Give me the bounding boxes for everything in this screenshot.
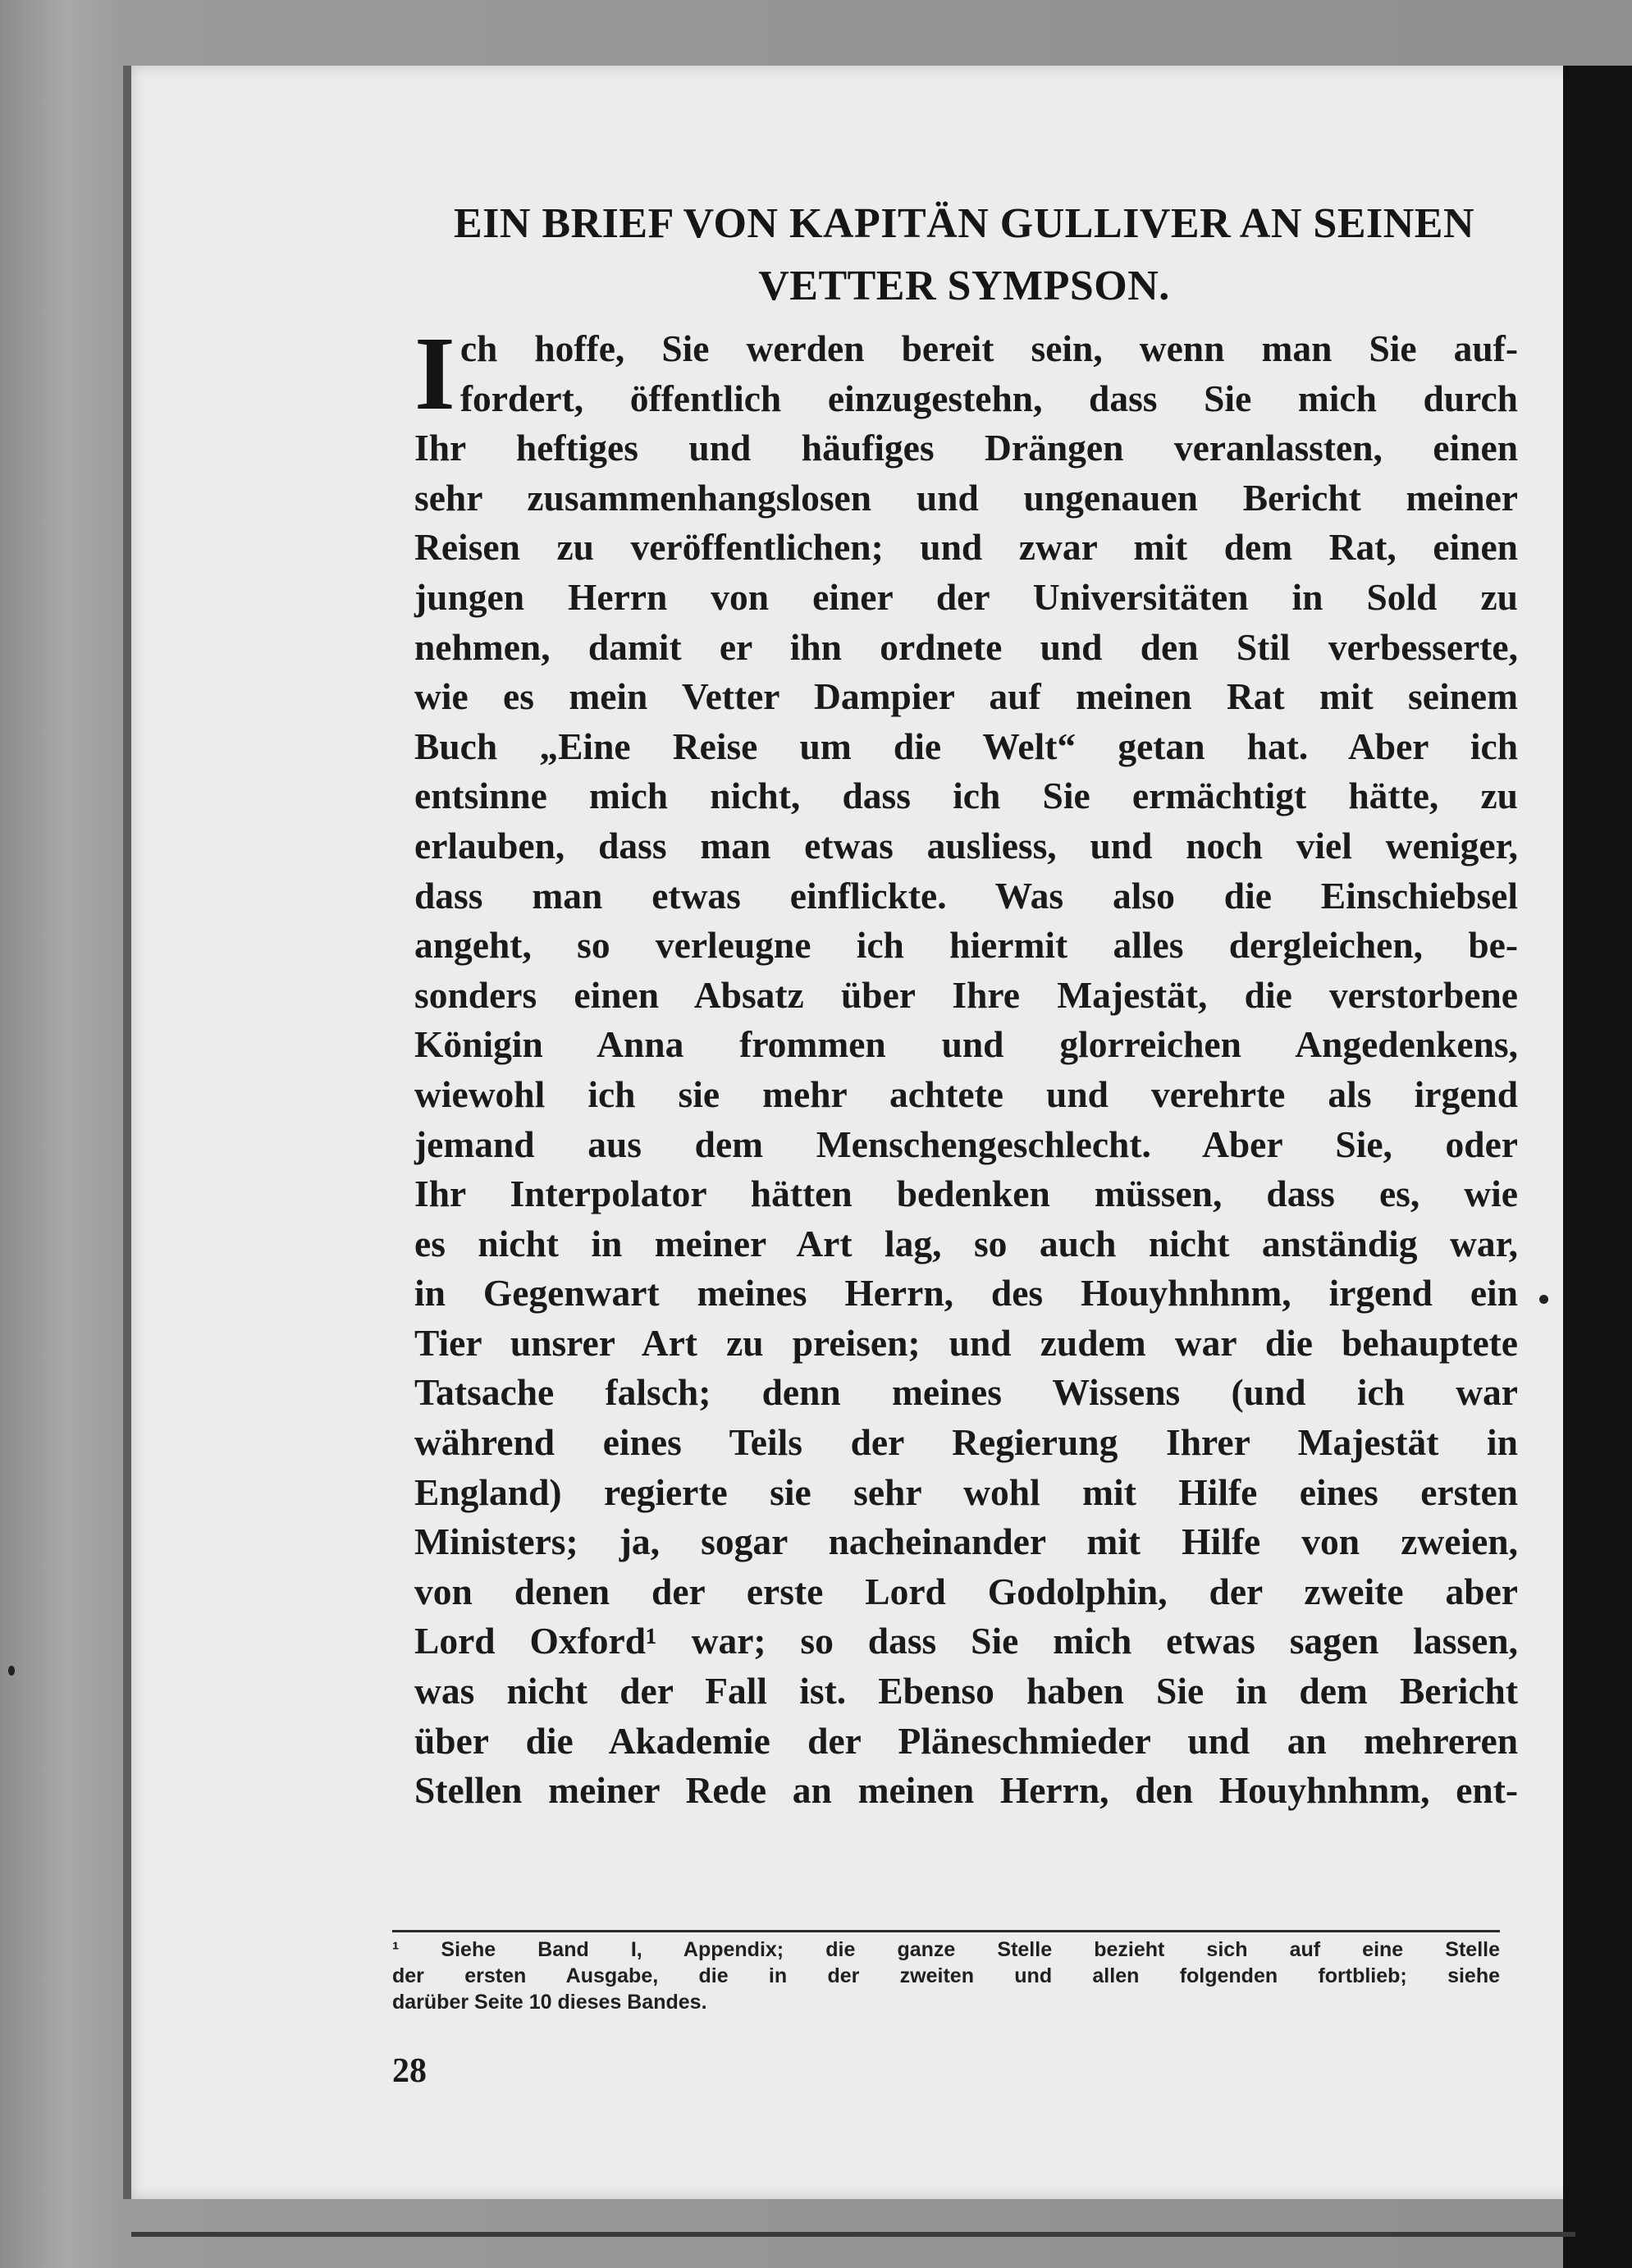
text-line: fordert, öffentlich einzugestehn, dass Sie mich durch bbox=[459, 377, 1518, 419]
text-line: Tatsache falsch; denn meines Wissens (und ich war bbox=[414, 1371, 1518, 1414]
drop-cap: I bbox=[414, 315, 455, 432]
text-line: ch hoffe, Sie werden bereit sein, wenn man Sie auf- bbox=[459, 327, 1518, 369]
text-line: Buch „Eine Reise um die Welt“ getan hat. Aber ich bbox=[414, 725, 1518, 767]
text-line: Ihr heftiges und häufiges Drängen veranlassten, einen bbox=[414, 427, 1518, 469]
text-line: entsinne mich nicht, dass ich Sie ermächtigt hätte, zu bbox=[414, 775, 1518, 817]
text-line: erlauben, dass man etwas ausliess, und noch viel weniger, bbox=[414, 824, 1518, 867]
text-line: wiewohl ich sie mehr achtete und verehrte als irgend bbox=[414, 1072, 1518, 1115]
text-line: jungen Herrn von einer der Universitäten in Sold zu bbox=[414, 575, 1518, 618]
text-line: Königin Anna frommen und glorreichen Angedenkens, bbox=[414, 1023, 1518, 1066]
text-line: von denen der erste Lord Godolphin, der zweite aber bbox=[414, 1570, 1518, 1612]
text-line: Ministers; ja, sogar nacheinander mit Hilfe von zweien, bbox=[414, 1520, 1518, 1563]
title-line-2: VETTER SYMPSON. bbox=[758, 263, 1170, 309]
ink-speck bbox=[8, 1666, 15, 1676]
text-line: England) regierte sie sehr wohl mit Hilfe eines ersten bbox=[414, 1470, 1518, 1513]
opening-block bbox=[414, 315, 1518, 432]
text-line: wie es mein Vetter Dampier auf meinen Rat mit seinem bbox=[414, 675, 1518, 718]
ink-speck bbox=[1539, 1295, 1548, 1304]
title-line-1: EIN BRIEF VON KAPITÄN GULLIVER AN SEINEN bbox=[453, 200, 1475, 247]
text-line: es nicht in meiner Art lag, so auch nicht anständig war, bbox=[414, 1222, 1518, 1264]
text-line: dass man etwas einflickte. Was also die Einschiebsel bbox=[414, 874, 1518, 917]
text-line: was nicht der Fall ist. Ebenso haben Sie in dem Bericht bbox=[414, 1670, 1518, 1712]
text-line: nehmen, damit er ihn ordnete und den Stil verbesserte, bbox=[414, 625, 1518, 668]
footnote-line: darüber Seite 10 dieses Bandes. bbox=[392, 1991, 707, 2014]
text-line: Lord Oxford¹ war; so dass Sie mich etwas sagen lassen, bbox=[414, 1620, 1518, 1662]
text-line: über die Akademie der Pläneschmieder und an mehreren bbox=[414, 1719, 1518, 1762]
text-line: während eines Teils der Regierung Ihrer Majestät in bbox=[414, 1421, 1518, 1464]
page-right-edge bbox=[1563, 66, 1632, 2268]
text-line: Ihr Interpolator hätten bedenken müssen, dass es, wie bbox=[414, 1173, 1518, 1215]
letter-body bbox=[414, 315, 1518, 1816]
text-line: Reisen zu veröffentlichen; und zwar mit dem Rat, einen bbox=[414, 526, 1518, 569]
body-lines bbox=[414, 423, 1518, 1816]
text-line: angeht, so verleugne ich hiermit alles dergleichen, be- bbox=[414, 924, 1518, 967]
footnote-rule bbox=[392, 1930, 1500, 1932]
footnote bbox=[392, 1936, 1500, 2015]
footnote-line: ¹ Siehe Band I, Appendix; die ganze Stelle bezieht sich auf eine Stelle bbox=[392, 1938, 1500, 1961]
text-line: sonders einen Absatz über Ihre Majestät, die verstorbene bbox=[414, 973, 1518, 1016]
text-line: Stellen meiner Rede an meinen Herrn, den Houyhnhnm, ent- bbox=[414, 1769, 1518, 1812]
footnote-line: der ersten Ausgabe, die in der zweiten und allen folgenden fortblieb; siehe bbox=[392, 1964, 1500, 1987]
page-bottom-edge bbox=[131, 2232, 1575, 2237]
chapter-title bbox=[386, 193, 1543, 318]
text-line: jemand aus dem Menschengeschlecht. Aber Sie, oder bbox=[414, 1123, 1518, 1165]
text-line: sehr zusammenhangslosen und ungenauen Bericht meiner bbox=[414, 476, 1518, 519]
page-number: 28 bbox=[392, 2052, 427, 2090]
text-line: in Gegenwart meines Herrn, des Houyhnhnm, irgend ein bbox=[414, 1272, 1518, 1315]
text-line: Tier unsrer Art zu preisen; und zudem war die behauptete bbox=[414, 1321, 1518, 1364]
